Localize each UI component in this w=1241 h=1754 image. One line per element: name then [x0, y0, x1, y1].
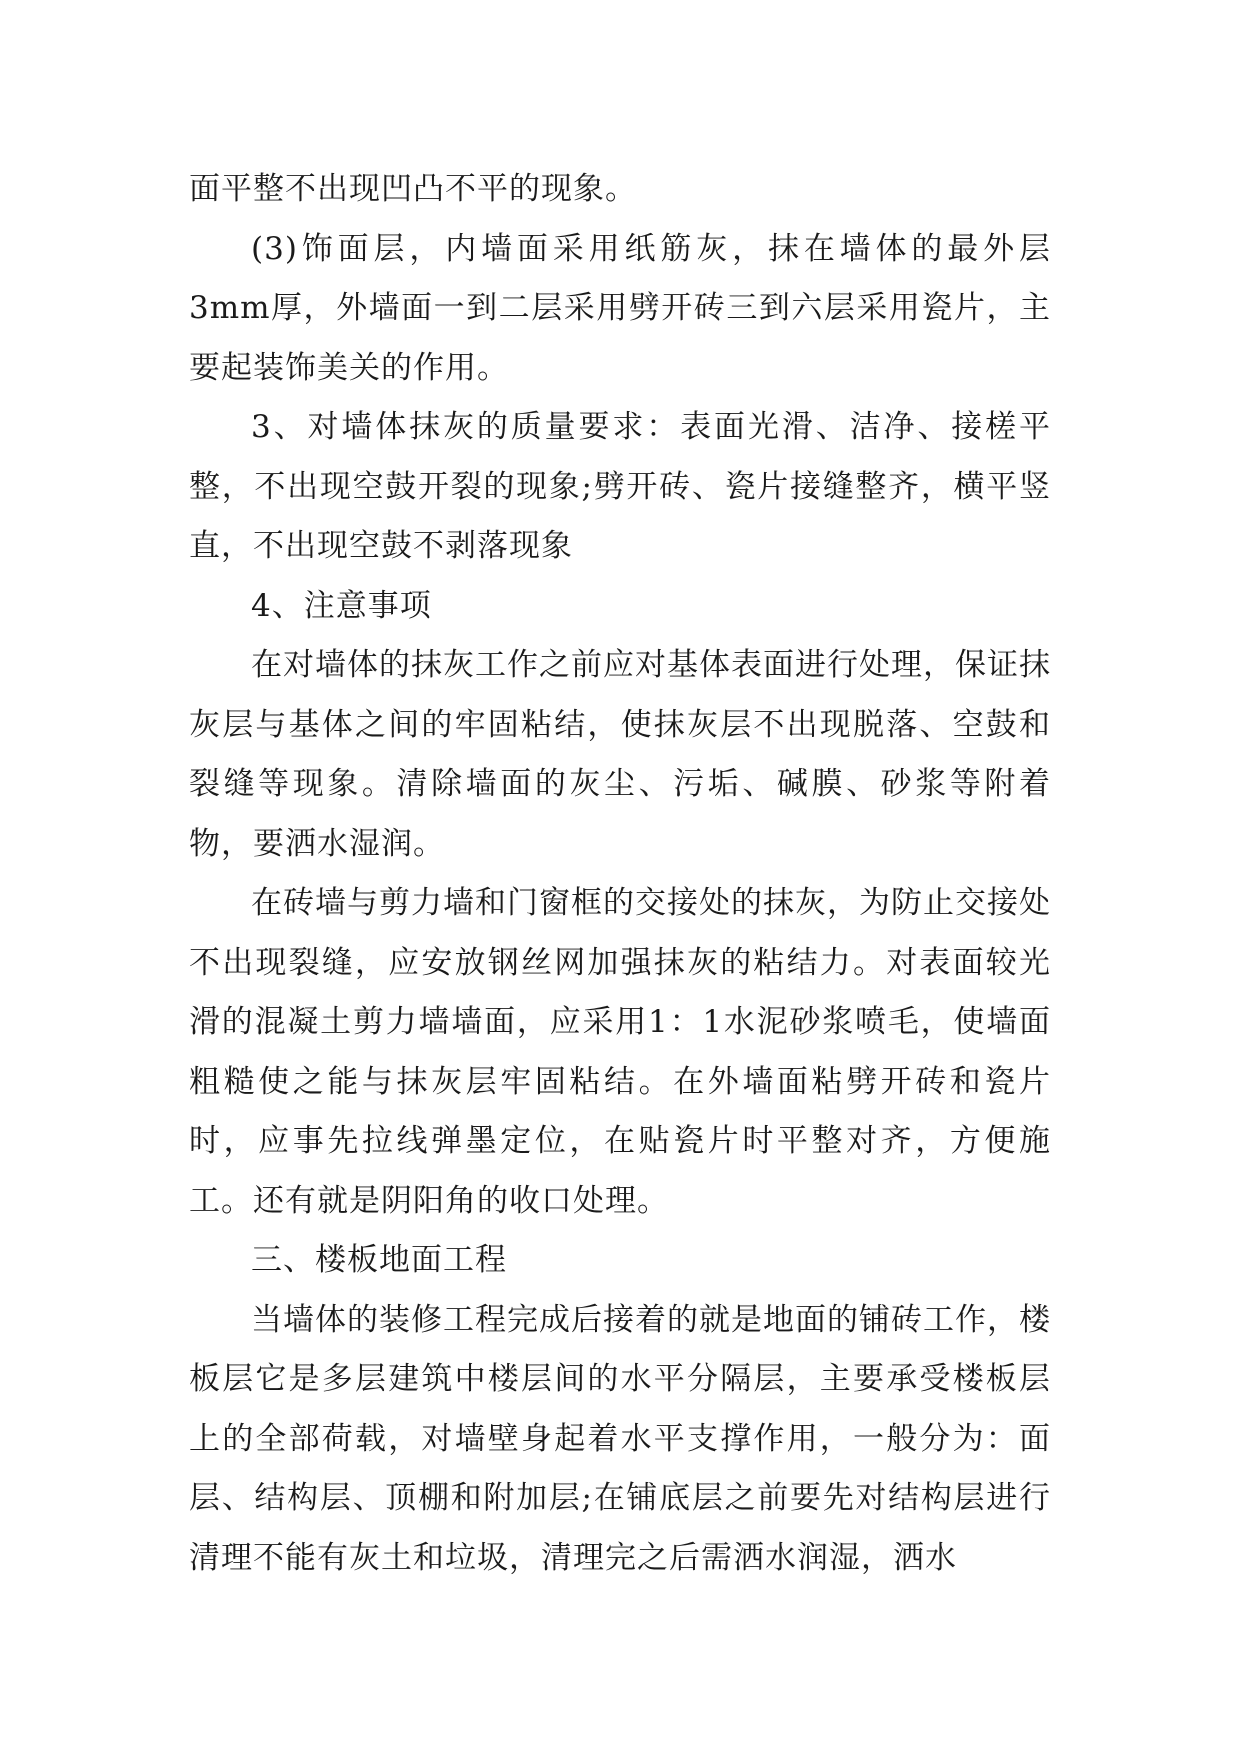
paragraph-junction-plastering: 在砖墙与剪力墙和门窗框的交接处的抹灰，为防止交接处不出现裂缝，应安放钢丝网加强抹灰的粘结力。对表面较光滑的混凝土剪力墙墙面，应采用1：1水泥砂浆喷毛，使墙面粗糙使之能与抹灰层牢固粘结。在外墙面粘劈开砖和瓷片时，应事先拉线弹墨定位，在贴瓷片时平整对齐，方便施工。还有就是阴阳角的收口处理。 — [189, 885, 1051, 1219]
paragraph-quality-requirements: 3、对墙体抹灰的质量要求：表面光滑、洁净、接槎平整，不出现空鼓开裂的现象;劈开砖、瓷片接缝整齐，横平竖直，不出现空鼓不剥落现象 — [189, 409, 1051, 564]
paragraph-continuation: 面平整不出现凹凸不平的现象。 — [189, 171, 637, 207]
paragraph-heading-notes: 4、注意事项 — [251, 587, 432, 624]
paragraph-finish-layer: (3)饰面层，内墙面采用纸筋灰，抹在墙体的最外层3mm厚，外墙面一到二层采用劈开砖三到六层采用瓷片，主要起装饰美关的作用。 — [189, 230, 1051, 386]
paragraph-surface-treatment: 在对墙体的抹灰工作之前应对基体表面进行处理，保证抹灰层与基体之间的牢固粘结，使抹灰层不出现脱落、空鼓和裂缝等现象。清除墙面的灰尘、污垢、碱膜、砂浆等附着物，要洒水湿润。 — [189, 647, 1051, 862]
paragraph-floor-work: 当墙体的装修工程完成后接着的就是地面的铺砖工作，楼板层它是多层建筑中楼层间的水平分隔层，主要承受楼板层上的全部荷载，对墙壁身起着水平支撑作用，一般分为：面层、结构层、顶棚和附加层;在铺底层之前要先对结构层进行清理不能有灰土和垃圾，清理完之后需洒水润湿，洒水 — [189, 1301, 1051, 1576]
paragraph-heading-floor: 三、楼板地面工程 — [251, 1242, 507, 1278]
document-body — [189, 160, 1051, 1588]
